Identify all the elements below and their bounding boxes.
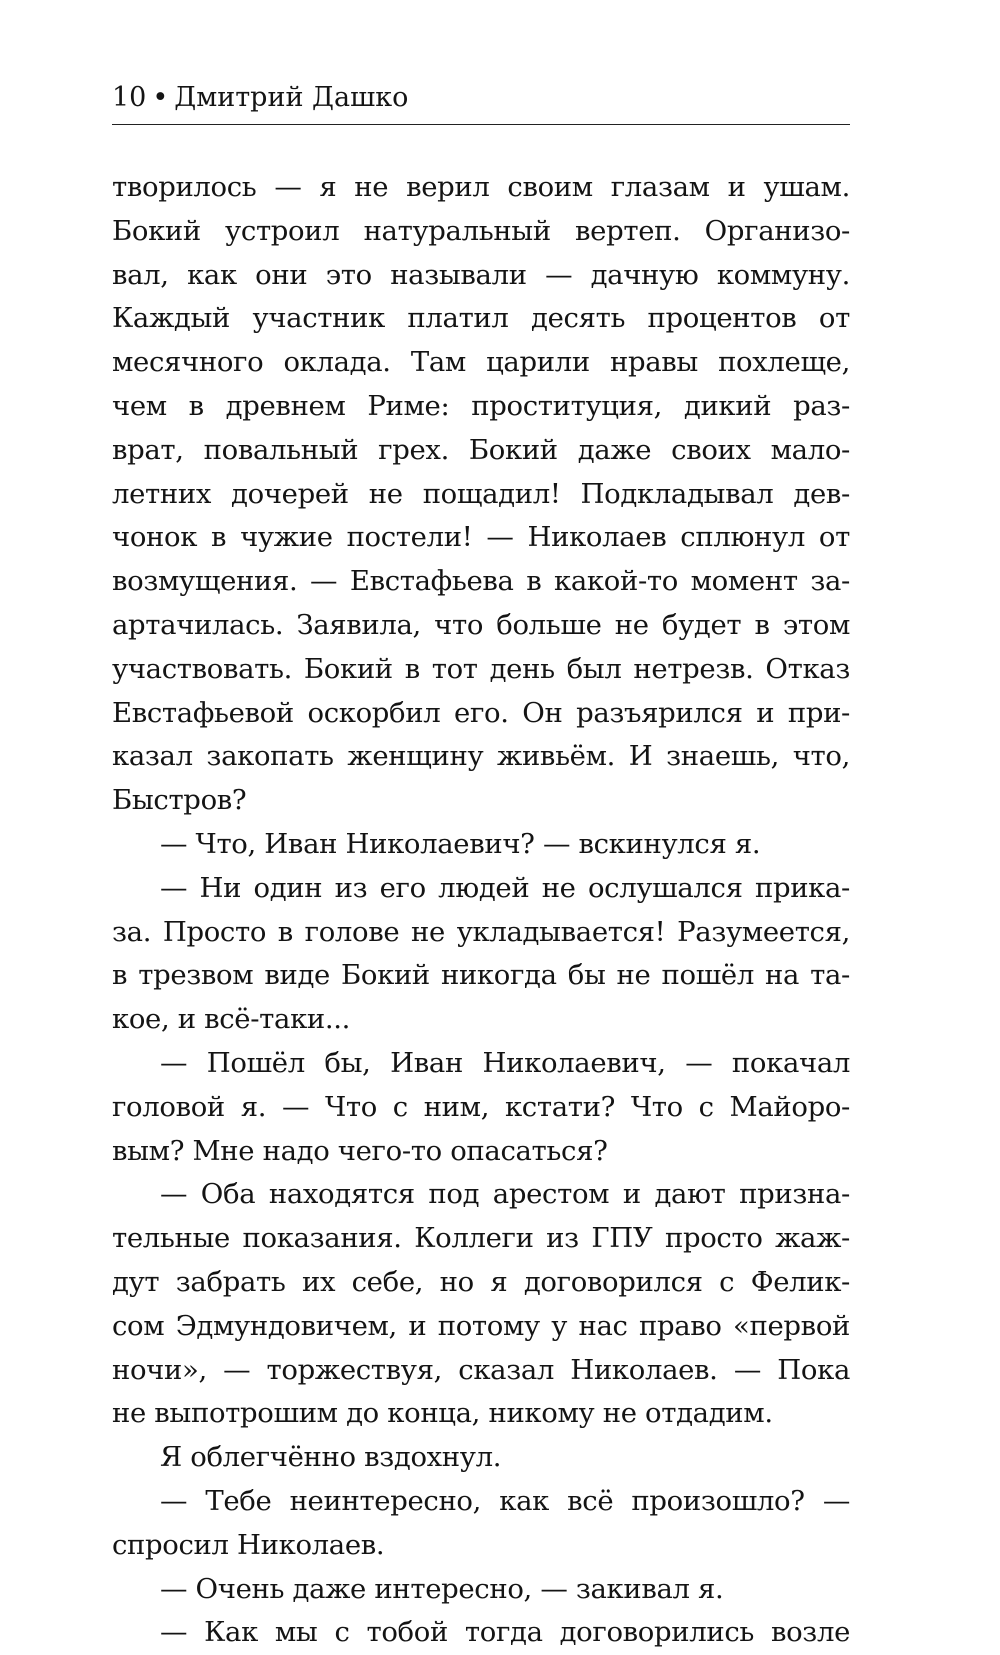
text-line: ночи», — торжествуя, сказал Николаев. — Пока — [112, 1353, 850, 1386]
text-line: чонок в чужие постели! — Николаев сплюнул от — [112, 521, 850, 554]
text-line: за. Просто в голове не укладывается! Разумеется, — [112, 915, 850, 948]
text-line: в трезвом виде Бокий никогда бы не пошёл на та- — [112, 959, 850, 992]
page-number: 10 — [112, 82, 147, 113]
text-line: сом Эдмундовичем, и потому у нас право «первой — [112, 1309, 850, 1342]
text-line: — Очень даже интересно, — закивал я. — [160, 1572, 724, 1605]
text-line: Бокий устроил натуральный вертеп. Организо- — [112, 214, 850, 247]
page-body — [112, 166, 850, 1655]
text-line: артачилась. Заявила, что больше не будет в этом — [112, 608, 850, 641]
text-line: летних дочерей не пощадил! Подкладывал дев- — [112, 477, 850, 510]
header-separator: • — [152, 82, 169, 113]
text-line: спросил Николаев. — [112, 1528, 385, 1561]
text-line: — Тебе неинтересно, как всё произошло? — — [160, 1484, 850, 1517]
text-line: творилось — я не верил своим глазам и ушам. — [112, 171, 850, 203]
text-line: тельные показания. Коллеги из ГПУ просто жаж- — [112, 1222, 850, 1255]
text-line: кое, и всё-таки... — [112, 1003, 351, 1036]
text-line: Каждый участник платил десять процентов от — [112, 302, 850, 335]
text-line: — Пошёл бы, Иван Николаевич, — покачал — [160, 1046, 850, 1079]
running-header — [112, 78, 850, 118]
text-line: чем в древнем Риме: проституция, дикий раз- — [112, 389, 850, 422]
text-line: казал закопать женщину живьём. И знаешь, что, — [112, 740, 850, 773]
text-line: Быстров? — [112, 784, 247, 817]
text-line: не выпотрошим до конца, никому не отдадим. — [112, 1397, 773, 1430]
text-line: — Ни один из его людей не ослушался прика- — [160, 871, 850, 904]
author-name: Дмитрий Дашко — [174, 82, 409, 113]
text-line: Евстафьевой оскорбил его. Он разъярился и при- — [112, 696, 850, 729]
header-rule — [112, 124, 850, 125]
text-line: врат, повальный грех. Бокий даже своих мало- — [112, 433, 850, 466]
text-line: головой я. — Что с ним, кстати? Что с Майоро- — [112, 1090, 850, 1123]
text-line: участвовать. Бокий в тот день был нетрезв. Отказ — [112, 652, 850, 685]
text-line: вым? Мне надо чего-то опасаться? — [112, 1134, 608, 1167]
text-line: Я облегчённо вздохнул. — [160, 1441, 502, 1474]
text-line: — Что, Иван Николаевич? — вскинулся я. — [160, 827, 761, 860]
text-line: — Как мы с тобой тогда договорились возле — [160, 1616, 850, 1649]
text-line: месячного оклада. Там царили нравы похлеще, — [112, 346, 850, 379]
text-line: возмущения. — Евстафьева в какой-то момент за- — [112, 565, 850, 598]
text-line: дут забрать их себе, но я договорился с Фелик- — [112, 1265, 850, 1298]
text-line: вал, как они это называли — дачную коммуну. — [112, 258, 850, 291]
text-line: — Оба находятся под арестом и дают призна- — [160, 1178, 850, 1211]
